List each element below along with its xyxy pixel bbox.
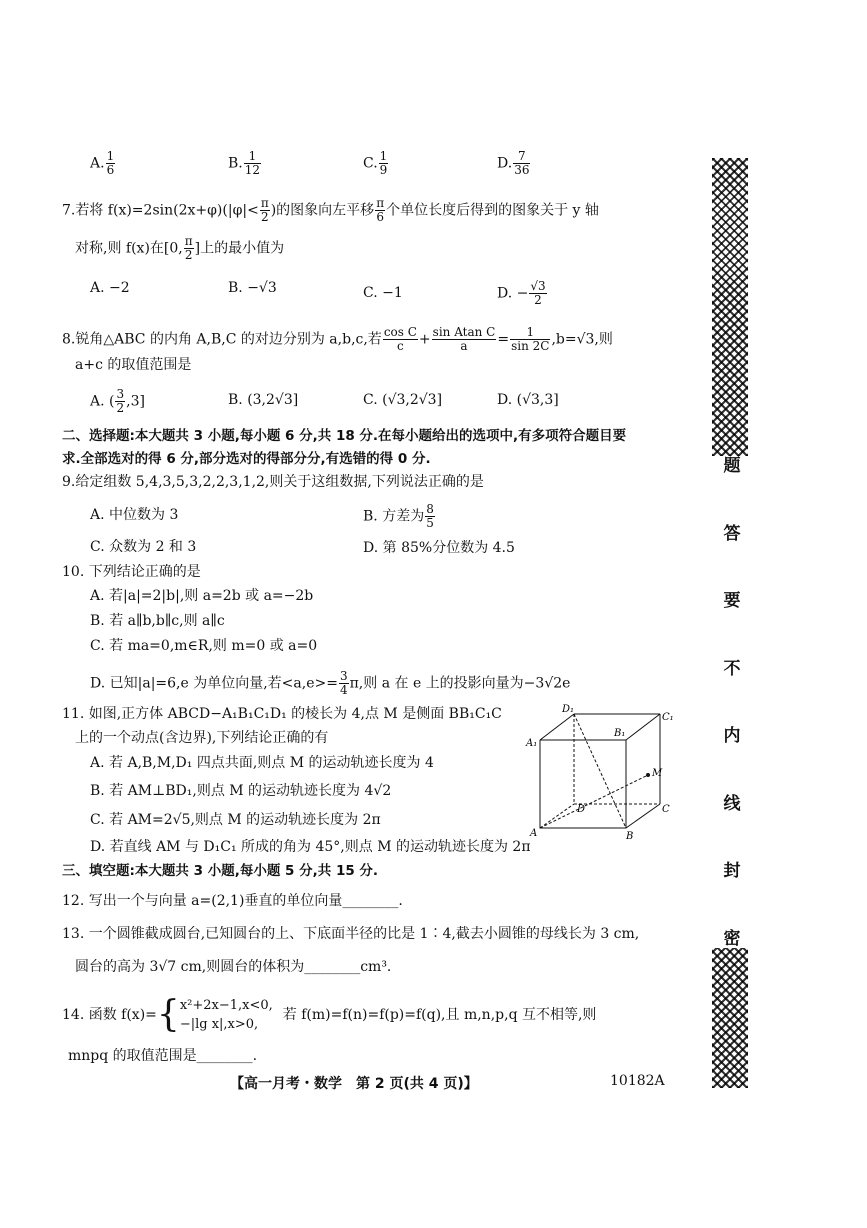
q10-option-a: A. 若|a|=2|b|,则 a=2b 或 a=−2b xyxy=(90,588,314,604)
footer-code: 10182A xyxy=(610,1073,665,1089)
label-b: B xyxy=(626,831,634,842)
q7-option-b: B. −√3 xyxy=(228,280,277,296)
q9-option-a: A. 中位数为 3 xyxy=(90,507,179,523)
q11-option-b: B. 若 AM⊥BD₁,则点 M 的运动轨迹长度为 4√2 xyxy=(90,783,392,799)
seal-char: 答 xyxy=(719,523,740,541)
q8-option-c: C. (√3,2√3] xyxy=(363,392,443,408)
q9-option-d: D. 第 85%分位数为 4.5 xyxy=(363,540,515,556)
q10-option-b: B. 若 a∥b,b∥c,则 a∥c xyxy=(90,613,225,629)
seal-char: 要 xyxy=(719,591,740,609)
label-c1: C₁ xyxy=(662,712,674,723)
seal-char: 内 xyxy=(719,726,740,744)
seal-char: 封 xyxy=(719,861,740,879)
label-d: D xyxy=(577,804,586,815)
seal-char: 不 xyxy=(719,658,740,676)
q6-option-b: B. $\frac{1}{12}$ xyxy=(228,149,261,177)
label-c: C xyxy=(662,804,670,815)
q7-option-a: A. −2 xyxy=(90,280,130,296)
q14-stem-line2: mnpq 的取值范围是________. xyxy=(68,1048,258,1064)
seal-text xyxy=(712,456,748,946)
seal-char: 密 xyxy=(719,928,740,946)
q6-option-c: C. $\frac{1}{9}$ xyxy=(363,149,388,177)
section2-heading-line2: 求.全部选对的得 6 分,部分选对的得部分分,有选错的得 0 分. xyxy=(62,451,431,467)
q6-option-d: D. $\frac{7}{36}$ xyxy=(497,149,530,177)
q7-stem-line1: 7.若将 f(x)=2sin(2x+φ)(|φ|< $\frac{\pi}{2}$ )的图象向左平移 $\frac{\pi}{6}$ 个单位长度后得到的图象关于 y 轴 xyxy=(62,196,599,224)
q13-line1: 13. 一个圆锥截成圆台,已知圆台的上、下底面半径的比是 1∶4,截去小圆锥的母线长为 3 cm, xyxy=(62,926,640,942)
point-m xyxy=(646,773,650,777)
q11-stem-line2: 上的一个动点(含边界),下列结论正确的有 xyxy=(75,730,329,746)
seal-strip xyxy=(712,158,748,1088)
q7-option-c: C. −1 xyxy=(363,285,403,301)
seal-pattern-top xyxy=(712,158,748,456)
q11-option-a: A. 若 A,B,M,D₁ 四点共面,则点 M 的运动轨迹长度为 4 xyxy=(90,755,434,771)
q10-option-c: C. 若 ma=0,m∈R,则 m=0 或 a=0 xyxy=(90,638,318,654)
label-a: A xyxy=(530,828,538,839)
q8-stem-line1: 8.锐角△ABC 的内角 A,B,C 的对边分别为 a,b,c,若 $\frac{\text{cos C}}{c}$ + $\frac{\text{sin Atan C}}{a}$ = $\frac{1}{\sin 2C}$ ,b=√3,则 xyxy=(62,325,613,353)
section2-heading-line1: 二、选择题:本大题共 3 小题,每小题 6 分,共 18 分.在每小题给出的选项中,有多项符合题目要 xyxy=(62,428,627,444)
q10-option-d: D. 已知|a|=6,e 为单位向量,若<a,e>= $\frac{3}{4}$ π,则 a 在 e 上的投影向量为−3√2e xyxy=(90,669,571,697)
q11-option-c: C. 若 AM=2√5,则点 M 的运动轨迹长度为 2π xyxy=(90,812,381,828)
q13-line2: 圆台的高为 3√7 cm,则圆台的体积为________cm³. xyxy=(75,959,392,975)
q8-option-a: A. ( $\frac{3}{2}$ ,3] xyxy=(90,387,145,415)
q7-stem-line2: 对称,则 f(x)在[0, $\frac{\pi}{2}$ ]上的最小值为 xyxy=(75,234,285,262)
q12-text: 12. 写出一个与向量 a=(2,1)垂直的单位向量________. xyxy=(62,893,403,909)
q9-stem: 9.给定组数 5,4,3,5,3,2,2,3,1,2,则关于这组数据,下列说法正确的是 xyxy=(62,474,484,490)
cube-edge-b1c1 xyxy=(626,714,660,740)
cube-edge-ad xyxy=(540,804,574,828)
footer-page-info: 【高一月考・数学 第 2 页(共 4 页)】 xyxy=(230,1076,478,1092)
q11-stem-line1: 11. 如图,正方体 ABCD−A₁B₁C₁D₁ 的棱长为 4,点 M 是侧面 BB₁C₁C xyxy=(62,706,502,722)
q8-option-d: D. (√3,3] xyxy=(497,392,559,408)
seal-char: 线 xyxy=(719,793,740,811)
cube-edge-bc xyxy=(626,804,660,828)
seal-char: 题 xyxy=(719,456,740,473)
label-a1: A₁ xyxy=(526,738,538,749)
label-m: M xyxy=(652,768,663,779)
label-d1: D₁ xyxy=(562,704,575,715)
q9-option-c: C. 众数为 2 和 3 xyxy=(90,539,197,555)
label-b1: B₁ xyxy=(614,728,626,739)
seal-pattern-bottom xyxy=(712,948,748,1088)
q9-option-b: B. 方差为 $\frac{8}{5}$ xyxy=(363,502,434,530)
cube-segment-am xyxy=(540,775,648,828)
q8-option-b: B. (3,2√3] xyxy=(228,392,299,408)
q8-stem-line2: a+c 的取值范围是 xyxy=(75,357,192,373)
q10-stem: 10. 下列结论正确的是 xyxy=(62,564,201,580)
cube-edge-a1d1 xyxy=(540,714,574,740)
section3-heading: 三、填空题:本大题共 3 小题,每小题 5 分,共 15 分. xyxy=(62,863,379,879)
cube-figure xyxy=(522,700,682,845)
q11-option-d: D. 若直线 AM 与 D₁C₁ 所成的角为 45°,则点 M 的运动轨迹长度为 2π xyxy=(90,839,531,855)
q6-option-a: A. $\frac{1}{6}$ xyxy=(90,149,115,177)
q14-stem-line1: 14. 函数 f(x)={ x²+2x−1,x<0, −|lg x|,x>0, 若 f(m)=f(n)=f(p)=f(q),且 m,n,p,q 互不相等,则 xyxy=(62,994,597,1035)
q7-option-d: D. − $\frac{√3}{2}$ xyxy=(497,279,546,307)
